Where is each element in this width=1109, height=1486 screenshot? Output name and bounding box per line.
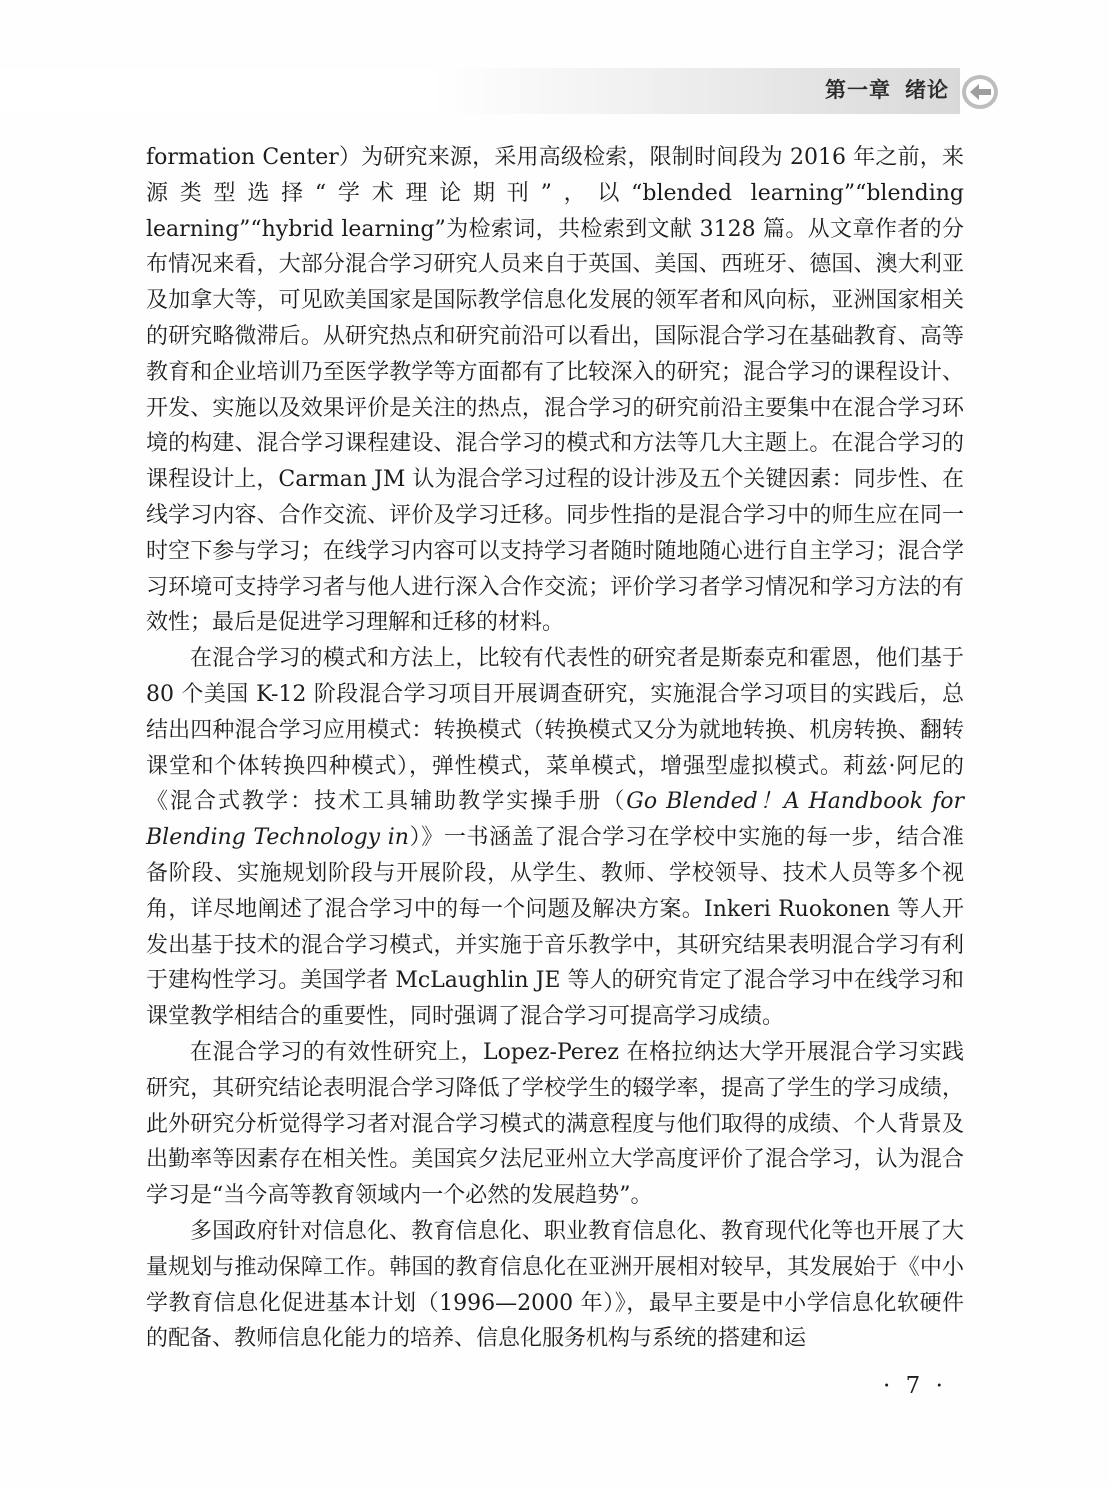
paragraph-1: formation Center）为研究来源，采用高级检索，限制时间段为 2016 年之前，来源类型选择“学术理论期刊”，以“blended learning”“blending learning”“hybrid learning”为检索词，共检索到文献 3128 篇。从文章作者的分布情况来看，大部分混合学习研究人员来自于英国、美国、西班牙、德国、澳大利亚及加拿大等，可见欧美国家是国际教学信息化发展的领军者和风向标，亚洲国家相关的研究略微滞后。从研究热点和研究前沿可以看出，国际混合学习在基础教育、高等教育和企业培训乃至医学教学等方面都有了比较深入的研究；混合学习的课程设计、开发、实施以及效果评价是关注的热点，混合学习的研究前沿主要集中在混合学习环境的构建、混合学习课程建设、混合学习的模式和方法等几大主题上。在混合学习的课程设计上，Carman JM 认为混合学习过程的设计涉及五个关键因素：同步性、在线学习内容、合作交流、评价及学习迁移。同步性指的是混合学习中的师生应在同一时空下参与学习；在线学习内容可以支持学习者随时随地随心进行自主学习；混合学习环境可支持学习者与他人进行深入合作交流；评价学习者学习情况和学习方法的有效性；最后是促进学习理解和迁移的材料。	[146, 145, 964, 636]
back-arrow-icon	[961, 74, 999, 110]
paragraph-4: 多国政府针对信息化、教育信息化、职业教育信息化、教育现代化等也开展了大量规划与推动保障工作。韩国的教育信息化在亚洲开展相对较早，其发展始于《中小学教育信息化促进基本计划（1996—2000 年）》，最早主要是中小学信息化软硬件的配备、教师信息化能力的培养、信息化服务机构与系统的搭建和运	[146, 1218, 964, 1352]
book-title-english: Go Blended！A Handbook for Blending Technology in	[146, 789, 964, 851]
chapter-number: 第一章	[825, 79, 891, 102]
page-number: · 7 ·	[883, 1373, 947, 1399]
body-text	[146, 140, 964, 1357]
paragraph-2-end: ）》一书涵盖了混合学习在学校中实施的每一步，结合准备阶段、实施规划阶段与开展阶段，从学生、教师、学校领导、技术人员等多个视角，详尽地阐述了混合学习中的每一个问题及解决方案。Inkeri Ruokonen 等人开发出基于技术的混合学习模式，并实施于音乐教学中，其研究结果表明混合学习有利于建构性学习。美国学者 McLaughlin JE 等人的研究肯定了混合学习中在线学习和课堂教学相结合的重要性，同时强调了混合学习可提高学习成绩。	[146, 825, 964, 1030]
running-header-band	[0, 68, 960, 114]
running-header-title	[825, 76, 949, 106]
chapter-name: 绪论	[905, 79, 949, 102]
paragraph-2-start: 在混合学习的模式和方法上，比较有代表性的研究者是斯泰克和霍恩，他们基于 80 个美国 K-12 阶段混合学习项目开展调查研究，实施混合学习项目的实践后，总结出四种混合学习应用模式：转换模式（转换模式又分为就地转换、机房转换、翻转课堂和个体转换四种模式），弹性模式，菜单模式，增强型虚拟模式。莉兹·阿尼的《混合式教学：技术工具辅助教学实操手册（	[146, 646, 964, 815]
paragraph-2	[146, 641, 964, 1035]
paragraph-3: 在混合学习的有效性研究上，Lopez-Perez 在格拉纳达大学开展混合学习实践研究，其研究结论表明混合学习降低了学校学生的辍学率，提高了学生的学习成绩，此外研究分析觉得学习者对混合学习模式的满意程度与他们取得的成绩、个人背景及出勤率等因素存在相关性。美国宾夕法尼亚州立大学高度评价了混合学习，认为混合学习是“当今高等教育领域内一个必然的发展趋势”。	[146, 1039, 964, 1209]
